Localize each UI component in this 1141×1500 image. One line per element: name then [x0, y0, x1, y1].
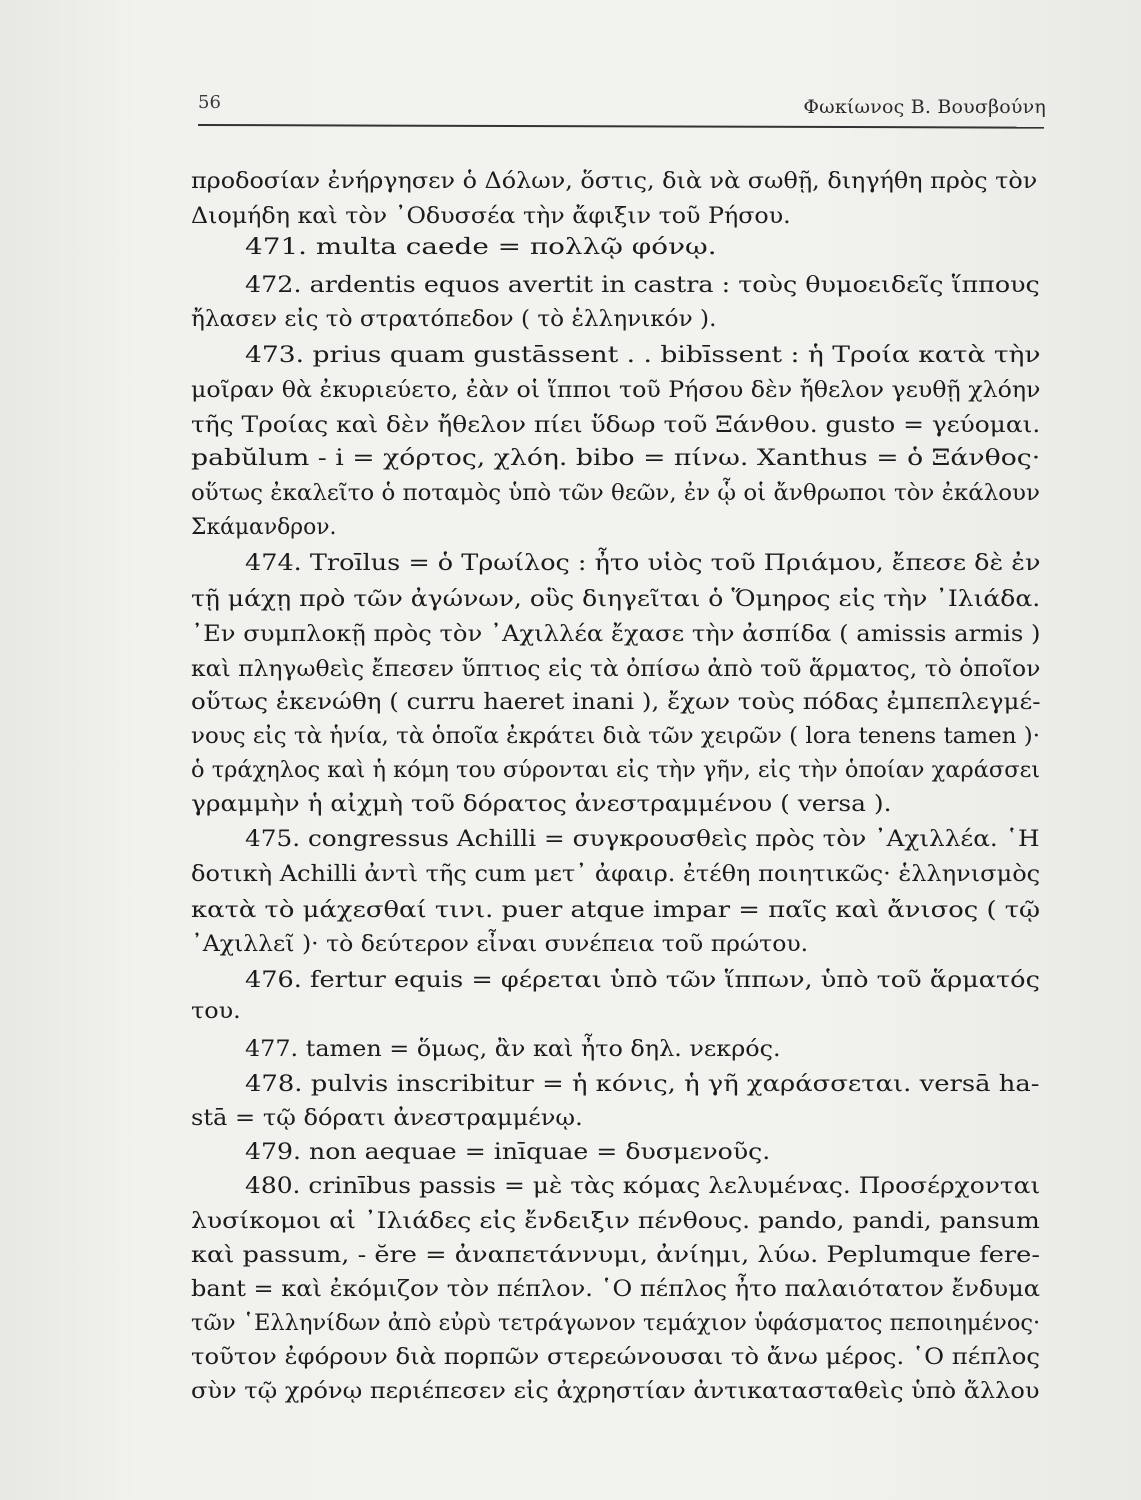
text-line: καὶ passum, - ĕre = ἀναπετάννυμι, ἀνίημι, λύω. Peplumque fere- [191, 1243, 1040, 1268]
text-line: οὕτως ἐκενώθη ( curru haeret inani ), ἔχων τοὺς πόδας ἐμπεπλεγμέ- [191, 690, 1041, 715]
text-line: 472. ardentis equos avertit in castra : τοὺς θυμοειδεῖς ἵππους [245, 273, 1040, 298]
text-line: λυσίκομοι αἱ ᾿Ιλιάδες εἰς ἔνδειξιν πένθους. pando, pandi, pansum [191, 1209, 1040, 1234]
text-line: 479. non aequae = inīquae = δυσμενοῦς. [245, 1140, 771, 1165]
text-line: γραμμὴν ἡ αἰχμὴ τοῦ δόρατος ἀνεστραμμένου ( versa ). [191, 792, 892, 817]
text-line: pabŭlum - i = χόρτος, χλόη. bibo = πίνω. Xanthus = ὁ Ξάνθος· [191, 446, 1041, 471]
text-line: μοῖραν θὰ ἐκυριεύετο, ἐὰν οἱ ἵπποι τοῦ Ρήσου δὲν ἤθελον γευθῇ χλόην [191, 378, 1041, 403]
text-line: stā = τῷ δόρατι ἀνεστραμμένῳ. [191, 1106, 583, 1131]
text-line: 471. multa caede = πολλῷ φόνῳ. [245, 235, 717, 260]
running-title: Φωκίωνος Β. Βουσβούνη [803, 96, 1046, 118]
text-line: δοτικὴ Achilli ἀντὶ τῆς cum μετ᾿ ἀφαιρ. ἐτέθη ποιητικῶς· ἑλληνισμὸς [191, 862, 1041, 887]
text-line: ὁ τράχηλος καὶ ἡ κόμη του σύρονται εἰς τὴν γῆν, εἰς τὴν ὁποίαν χαράσσει [191, 758, 1041, 783]
text-line: τῆς Τροίας καὶ δὲν ἤθελον πίει ὕδωρ τοῦ Ξάνθου. gusto = γεύομαι. [191, 413, 1041, 438]
text-line: 475. congressus Achilli = συγκρουσθεὶς πρὸς τὸν ᾿Αχιλλέα. ῾Η [245, 827, 1040, 852]
text-line: bant = καὶ ἐκόμιζον τὸν πέπλον. ῾Ο πέπλος ἦτο παλαιότατον ἔνδυμα [191, 1277, 1040, 1302]
text-line: ἤλασεν εἰς τὸ στρατόπεδον ( τὸ ἑλληνικόν ). [191, 307, 717, 332]
text-line: τῶν ῾Ελληνίδων ἀπὸ εὐρὺ τετράγωνον τεμάχιον ὑφάσματος πεποιημένος· [191, 1311, 1041, 1336]
text-line: τοῦτον ἐφόρουν διὰ πορπῶν στερεώνουσαι τὸ ἄνω μέρος. ῾Ο πέπλος [191, 1345, 1041, 1370]
text-line: προδοσίαν ἐνήργησεν ὁ Δόλων, ὅστις, διὰ νὰ σωθῇ, διηγήθη πρὸς τὸν [191, 169, 1038, 194]
text-line: ᾿Εν συμπλοκῇ πρὸς τὸν ᾿Αχιλλέα ἔχασε τὴν ἀσπίδα ( amissis armis ) [191, 622, 1041, 647]
text-line: σὺν τῷ χρόνῳ περιέπεσεν εἰς ἀχρηστίαν ἀντικατασταθεὶς ὑπὸ ἄλλου [191, 1379, 1040, 1404]
text-line: 474. Troīlus = ὁ Τρωίλος : ἦτο υἱὸς τοῦ Πριάμου, ἔπεσε δὲ ἐν [245, 551, 1041, 576]
page-number: 56 [198, 92, 221, 113]
text-line: 473. prius quam gustāssent . . bibīssent : ἡ Τροία κατὰ τὴν [245, 343, 1041, 368]
text-line: 480. crinībus passis = μὲ τὰς κόμας λελυμένας. Προσέρχονται [245, 1174, 1041, 1199]
text-line: νους εἰς τὰ ἡνία, τὰ ὁποῖα ἐκράτει διὰ τῶν χειρῶν ( lora tenens tamen )· [191, 724, 1041, 749]
text-line: 478. pulvis inscribitur = ἡ κόνις, ἡ γῆ χαράσσεται. versā ha- [245, 1072, 1040, 1097]
text-line: 476. fertur equis = φέρεται ὑπὸ τῶν ἵππων, ὑπὸ τοῦ ἅρματός [245, 968, 1040, 993]
text-line: τῇ μάχῃ πρὸ τῶν ἀγώνων, οὓς διηγεῖται ὁ Ὅμηρος εἰς τὴν ᾿Ιλιάδα. [191, 587, 1041, 612]
text-line: του. [191, 999, 241, 1024]
text-line: οὕτως ἐκαλεῖτο ὁ ποταμὸς ὑπὸ τῶν θεῶν, ἐν ᾧ οἱ ἄνθρωποι τὸν ἐκάλουν [191, 481, 1040, 506]
text-line: 477. tamen = ὅμως, ἂν καὶ ἦτο δηλ. νεκρός. [245, 1037, 781, 1062]
text-line: κατὰ τὸ μάχεσθαί τινι. puer atque impar = παῖς καὶ ἄνισος ( τῷ [191, 898, 1041, 923]
text-line: καὶ πληγωθεὶς ἔπεσεν ὕπτιος εἰς τὰ ὀπίσω ἀπὸ τοῦ ἅρματος, τὸ ὁποῖον [191, 657, 1041, 682]
text-line: Σκάμανδρον. [191, 515, 337, 540]
text-line: Διομήδη καὶ τὸν ᾿Οδυσσέα τὴν ἄφιξιν τοῦ Ρήσου. [191, 204, 791, 229]
text-line: ᾿Αχιλλεῖ )· τὸ δεύτερον εἶναι συνέπεια τοῦ πρώτου. [191, 932, 809, 957]
